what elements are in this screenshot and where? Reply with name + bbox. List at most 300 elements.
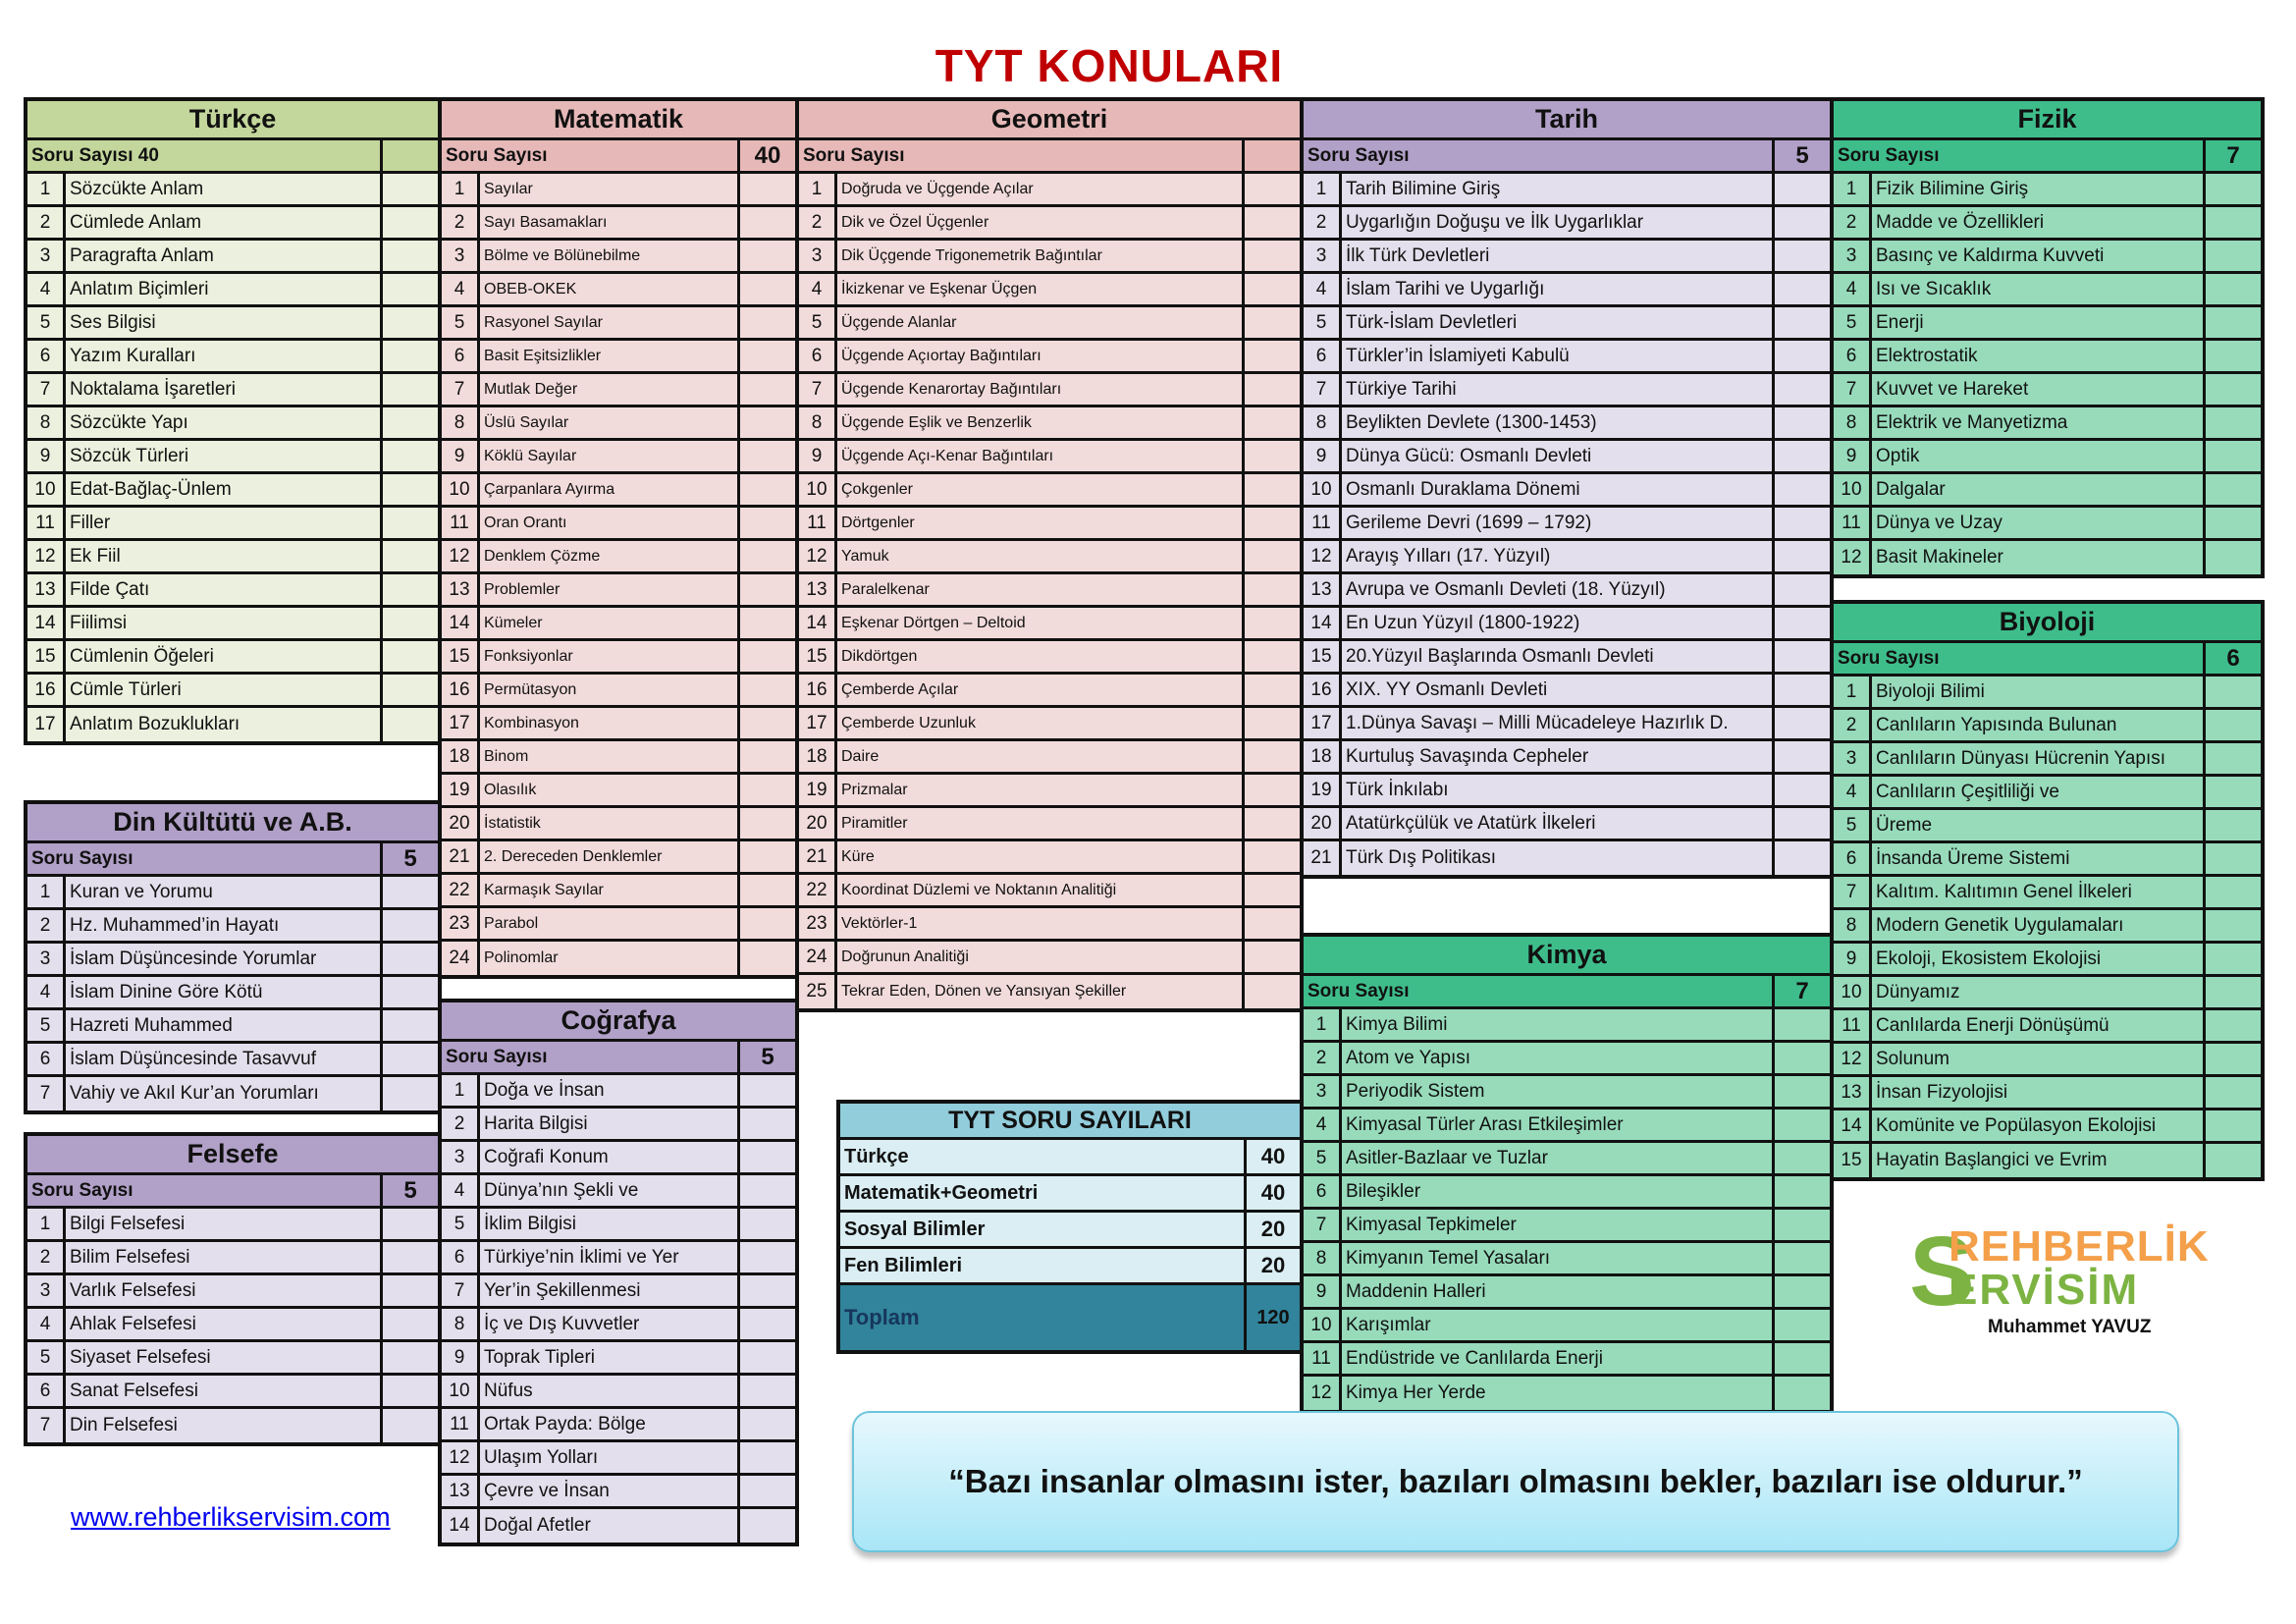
topic-row: [1304, 1176, 1830, 1210]
topic-check-cell[interactable]: [737, 1409, 795, 1439]
topic-check-cell[interactable]: [1242, 708, 1300, 738]
topic-check-cell[interactable]: [737, 1342, 795, 1373]
topic-check-cell[interactable]: [1772, 1143, 1830, 1173]
topic-check-cell[interactable]: [1772, 675, 1830, 705]
topic-check-cell[interactable]: [737, 374, 795, 405]
topic-check-cell[interactable]: [2203, 843, 2261, 874]
topic-check-cell[interactable]: [737, 841, 795, 872]
topic-check-cell[interactable]: [2203, 677, 2261, 707]
topic-number: 3: [1304, 241, 1342, 271]
topic-check-cell[interactable]: [737, 1275, 795, 1306]
topic-check-cell[interactable]: [737, 741, 795, 772]
topic-check-cell[interactable]: [1772, 374, 1830, 405]
question-count-label: Soru Sayısı: [31, 1179, 133, 1201]
topic-check-cell[interactable]: [380, 307, 438, 338]
topic-row: [1834, 1044, 2261, 1077]
topic-label: İslam Düşüncesinde Yorumlar: [70, 947, 317, 969]
topic-check-cell[interactable]: [737, 474, 795, 505]
topic-check-cell[interactable]: [1772, 274, 1830, 304]
topic-check-cell[interactable]: [1242, 474, 1300, 505]
topic-check-cell[interactable]: [1772, 1110, 1830, 1140]
topic-number: 13: [27, 574, 66, 605]
topic-label: Üçgende Alanlar: [841, 313, 957, 331]
topic-check-cell[interactable]: [380, 675, 438, 705]
topic-check-cell[interactable]: [380, 241, 438, 271]
table-felsefe: [24, 1132, 442, 1446]
topic-check-cell[interactable]: [737, 1509, 795, 1543]
topic-row: [1834, 710, 2261, 743]
topic-row: [799, 574, 1300, 608]
topic-check-cell[interactable]: [1242, 942, 1300, 972]
topic-label: XIX. YY Osmanlı Devleti: [1346, 678, 1548, 700]
topic-check-cell[interactable]: [380, 1342, 438, 1373]
topic-number: 15: [1834, 1144, 1872, 1177]
topic-number: 4: [27, 977, 66, 1007]
topic-label: Filler: [70, 512, 111, 533]
topic-row: [27, 910, 438, 944]
topic-check-cell[interactable]: [1772, 441, 1830, 471]
topic-check-cell[interactable]: [737, 341, 795, 371]
topic-check-cell[interactable]: [1772, 508, 1830, 538]
topic-number: 5: [1834, 307, 1872, 338]
topic-check-cell[interactable]: [1242, 508, 1300, 538]
topic-check-cell[interactable]: [1242, 975, 1300, 1008]
topic-check-cell[interactable]: [1242, 241, 1300, 271]
topic-check-cell[interactable]: [1242, 841, 1300, 872]
topic-check-cell[interactable]: [1242, 675, 1300, 705]
topic-check-cell[interactable]: [2203, 1077, 2261, 1108]
topic-check-cell[interactable]: [380, 641, 438, 672]
topic-row: [27, 574, 438, 608]
topic-number: 1: [1304, 174, 1342, 204]
topic-check-cell[interactable]: [380, 574, 438, 605]
topic-check-cell[interactable]: [1772, 1210, 1830, 1240]
topic-label: Türkiye Tarihi: [1346, 378, 1457, 400]
table-kimya: [1300, 933, 1834, 1414]
topic-check-cell[interactable]: [380, 1242, 438, 1272]
topic-row: [1834, 810, 2261, 843]
topic-number: 20: [1304, 808, 1342, 839]
topic-check-cell[interactable]: [380, 407, 438, 438]
topic-check-cell[interactable]: [2203, 307, 2261, 338]
topic-check-cell[interactable]: [2203, 374, 2261, 405]
topic-row: [1304, 808, 1830, 841]
summary-header: TYT SORU SAYILARI: [840, 1104, 1300, 1140]
topic-check-cell[interactable]: [1772, 775, 1830, 805]
table-turkce: [24, 97, 442, 745]
topic-check-cell[interactable]: [1772, 1310, 1830, 1340]
topic-number: 3: [799, 241, 837, 271]
topic-check-cell[interactable]: [1772, 1009, 1830, 1040]
topic-label: İnsan Fizyolojisi: [1876, 1081, 2008, 1103]
topic-label: Edat-Bağlaç-Ünlem: [70, 478, 232, 500]
topic-list: [1304, 1009, 1830, 1410]
question-count-label: Soru Sayısı: [803, 144, 905, 166]
question-count-value: 6: [2203, 643, 2261, 674]
topic-check-cell[interactable]: [737, 641, 795, 672]
topic-row: [1304, 1076, 1830, 1110]
topic-check-cell[interactable]: [380, 944, 438, 974]
question-count-row: [27, 1175, 438, 1209]
topic-check-cell[interactable]: [380, 708, 438, 741]
topic-number: 20: [442, 808, 480, 839]
topic-check-cell[interactable]: [737, 608, 795, 638]
topic-check-cell[interactable]: [1772, 741, 1830, 772]
topic-row: [442, 1209, 795, 1242]
topic-check-cell[interactable]: [1242, 441, 1300, 471]
topic-check-cell[interactable]: [737, 407, 795, 438]
topic-check-cell[interactable]: [1772, 1076, 1830, 1107]
topic-row: [799, 241, 1300, 274]
topic-number: 16: [27, 675, 66, 705]
topic-check-cell[interactable]: [380, 1309, 438, 1339]
topic-label: İkizkenar ve Eşkenar Üçgen: [841, 280, 1038, 298]
topic-check-cell[interactable]: [1242, 775, 1300, 805]
topic-check-cell[interactable]: [2203, 207, 2261, 238]
topic-number: 5: [27, 1342, 66, 1373]
topic-number: 2: [1304, 1043, 1342, 1073]
topic-row: [442, 1509, 795, 1543]
table-geometri: [795, 97, 1304, 1012]
topic-list: [442, 1075, 795, 1543]
topic-check-cell[interactable]: [380, 274, 438, 304]
topic-row: [1834, 341, 2261, 374]
website-link[interactable]: www.rehberlikservisim.com: [71, 1502, 391, 1532]
summary-row: Fen Bilimleri 20: [840, 1249, 1300, 1285]
topic-check-cell[interactable]: [380, 1010, 438, 1041]
topic-check-cell[interactable]: [1242, 808, 1300, 839]
topic-label: Enerji: [1876, 311, 1924, 333]
topic-number: 17: [1304, 708, 1342, 738]
topic-label: Kalıtım. Kalıtımın Genel İlkeleri: [1876, 881, 2132, 902]
topic-check-cell[interactable]: [1772, 808, 1830, 839]
topic-check-cell[interactable]: [1242, 641, 1300, 672]
topic-label: Yamuk: [841, 547, 889, 565]
topic-label: 20.Yüzyıl Başlarında Osmanlı Devleti: [1346, 645, 1654, 667]
topic-number: 13: [442, 574, 480, 605]
topic-label: Dikdörtgen: [841, 647, 918, 665]
topic-check-cell[interactable]: [737, 1075, 795, 1106]
topic-label: Cümle Türleri: [70, 678, 182, 700]
topic-label: Cümlede Anlam: [70, 211, 202, 233]
topic-check-cell[interactable]: [1242, 374, 1300, 405]
topic-check-cell[interactable]: [2203, 174, 2261, 204]
topic-row: [442, 1142, 795, 1175]
topic-check-cell[interactable]: [380, 174, 438, 204]
topic-row: [799, 908, 1300, 942]
summary-row: Matematik+Geometri 40: [840, 1176, 1300, 1213]
topic-check-cell[interactable]: [1772, 1276, 1830, 1307]
topic-row: [1304, 1343, 1830, 1377]
topic-check-cell[interactable]: [1242, 207, 1300, 238]
topic-number: 5: [442, 1209, 480, 1239]
topic-label: Türk Dış Politikası: [1346, 847, 1497, 868]
topic-check-cell[interactable]: [380, 508, 438, 538]
topic-label: Fizik Bilimine Giriş: [1876, 178, 2029, 199]
topic-check-cell[interactable]: [737, 1242, 795, 1272]
topic-number: 7: [1304, 374, 1342, 405]
topic-check-cell[interactable]: [1772, 708, 1830, 738]
topic-check-cell[interactable]: [737, 307, 795, 338]
topic-number: 10: [442, 1376, 480, 1406]
topic-check-cell[interactable]: [2203, 1010, 2261, 1041]
topic-number: 8: [1304, 1243, 1342, 1273]
topic-check-cell[interactable]: [1772, 1343, 1830, 1374]
topic-check-cell[interactable]: [1772, 1377, 1830, 1410]
topic-label: Arayış Yılları (17. Yüzyıl): [1346, 545, 1551, 567]
topic-row: [1834, 307, 2261, 341]
topic-label: Toprak Tipleri: [484, 1346, 595, 1368]
topic-number: 13: [799, 574, 837, 605]
topic-label: Kuran ve Yorumu: [70, 881, 213, 902]
topic-label: Ahlak Felsefesi: [70, 1313, 196, 1334]
topic-check-cell[interactable]: [380, 207, 438, 238]
topic-check-cell[interactable]: [737, 1142, 795, 1172]
topic-label: Beylikten Devlete (1300-1453): [1346, 411, 1597, 433]
topic-row: [799, 508, 1300, 541]
topic-check-cell[interactable]: [737, 942, 795, 975]
topic-check-cell[interactable]: [380, 1275, 438, 1306]
topic-check-cell[interactable]: [1772, 574, 1830, 605]
topic-check-cell[interactable]: [2203, 541, 2261, 574]
topic-check-cell[interactable]: [1772, 841, 1830, 875]
topic-number: 6: [1304, 1176, 1342, 1207]
topic-row: [442, 1075, 795, 1109]
topic-check-cell[interactable]: [2203, 474, 2261, 505]
topic-label: Siyaset Felsefesi: [70, 1346, 211, 1368]
topic-label: İslam Dinine Göre Kötü: [70, 981, 263, 1002]
topic-check-cell[interactable]: [2203, 1110, 2261, 1141]
logo-mark-icon: S: [1909, 1217, 1975, 1326]
topic-check-cell[interactable]: [1242, 875, 1300, 905]
topic-check-cell[interactable]: [380, 608, 438, 638]
topic-label: Basit Eşitsizlikler: [484, 347, 602, 364]
topic-check-cell[interactable]: [737, 241, 795, 271]
topic-row: [799, 541, 1300, 574]
topic-check-cell[interactable]: [380, 341, 438, 371]
topic-check-cell[interactable]: [380, 1077, 438, 1110]
topic-check-cell[interactable]: [380, 1209, 438, 1239]
topic-check-cell[interactable]: [2203, 944, 2261, 974]
topic-number: 14: [1304, 608, 1342, 638]
topic-check-cell[interactable]: [1242, 407, 1300, 438]
topic-check-cell[interactable]: [380, 541, 438, 571]
topic-check-cell[interactable]: [737, 207, 795, 238]
topic-label: Osmanlı Duraklama Dönemi: [1346, 478, 1580, 500]
topic-label: Daire: [841, 747, 880, 765]
topic-label: Polinomlar: [484, 949, 559, 966]
topic-number: 12: [1834, 541, 1872, 574]
table-header: Geometri: [799, 101, 1300, 140]
topic-check-cell[interactable]: [2203, 341, 2261, 371]
topic-check-cell[interactable]: [2203, 710, 2261, 740]
topic-check-cell[interactable]: [2203, 877, 2261, 907]
topic-number: 8: [799, 407, 837, 438]
topic-check-cell[interactable]: [737, 574, 795, 605]
topic-label: 1.Dünya Savaşı – Milli Mücadeleye Hazırlık D.: [1346, 712, 1729, 733]
topic-row: [1304, 541, 1830, 574]
topic-check-cell[interactable]: [737, 508, 795, 538]
logo-line2: ERVİSİM: [1949, 1266, 2140, 1314]
topic-label: Avrupa ve Osmanlı Devleti (18. Yüzyıl): [1346, 578, 1666, 600]
topic-check-cell[interactable]: [2203, 810, 2261, 840]
topic-row: [1304, 274, 1830, 307]
topic-check-cell[interactable]: [1772, 541, 1830, 571]
topic-number: 6: [27, 1044, 66, 1074]
topic-number: 3: [1834, 743, 1872, 774]
topic-label: Kimya Her Yerde: [1346, 1382, 1486, 1403]
topic-row: [442, 741, 795, 775]
topic-check-cell[interactable]: [2203, 777, 2261, 807]
topic-number: 1: [27, 877, 66, 907]
topic-check-cell[interactable]: [1772, 407, 1830, 438]
topic-check-cell[interactable]: [1772, 307, 1830, 338]
topic-number: 14: [799, 608, 837, 638]
topic-check-cell[interactable]: [380, 1044, 438, 1074]
topic-check-cell[interactable]: [380, 1409, 438, 1442]
topic-number: 8: [27, 407, 66, 438]
topic-check-cell[interactable]: [2203, 1144, 2261, 1177]
topic-number: 6: [1834, 843, 1872, 874]
topic-number: 11: [442, 1409, 480, 1439]
topic-label: Eşkenar Dörtgen – Deltoid: [841, 614, 1026, 631]
topic-check-cell[interactable]: [737, 1309, 795, 1339]
topic-label: Türk İnkılabı: [1346, 779, 1449, 800]
topic-label: Optik: [1876, 445, 1920, 466]
topic-check-cell[interactable]: [1772, 174, 1830, 204]
topic-check-cell[interactable]: [380, 877, 438, 907]
table-tarih: [1300, 97, 1834, 879]
topic-check-cell[interactable]: [1772, 641, 1830, 672]
topic-number: 24: [442, 942, 480, 975]
topic-label: Canlılarda Enerji Dönüşümü: [1876, 1014, 2109, 1036]
topic-row: [1834, 977, 2261, 1010]
topic-number: 10: [1304, 1310, 1342, 1340]
topic-label: İstatistik: [484, 814, 541, 832]
topic-check-cell[interactable]: [380, 474, 438, 505]
topic-number: 1: [27, 1209, 66, 1239]
topic-check-cell[interactable]: [380, 1376, 438, 1406]
topic-number: 2: [799, 207, 837, 238]
topic-number: 11: [442, 508, 480, 538]
topic-check-cell[interactable]: [1772, 1243, 1830, 1273]
topic-check-cell[interactable]: [1242, 608, 1300, 638]
topic-check-cell[interactable]: [2203, 441, 2261, 471]
topic-check-cell[interactable]: [2203, 977, 2261, 1007]
topic-check-cell[interactable]: [1772, 241, 1830, 271]
topic-check-cell[interactable]: [380, 910, 438, 941]
topic-row: [442, 708, 795, 741]
table-header: Biyoloji: [1834, 604, 2261, 643]
topic-check-cell[interactable]: [380, 374, 438, 405]
topic-check-cell[interactable]: [737, 1109, 795, 1139]
topic-check-cell[interactable]: [1242, 741, 1300, 772]
topic-check-cell[interactable]: [1772, 474, 1830, 505]
topic-check-cell[interactable]: [737, 675, 795, 705]
topic-check-cell[interactable]: [737, 708, 795, 738]
topic-check-cell[interactable]: [1242, 274, 1300, 304]
topic-check-cell[interactable]: [1242, 307, 1300, 338]
topic-check-cell[interactable]: [737, 441, 795, 471]
topic-label: Hz. Muhammed’in Hayatı: [70, 914, 280, 936]
topic-check-cell[interactable]: [737, 808, 795, 839]
topic-check-cell[interactable]: [737, 1442, 795, 1473]
topic-check-cell[interactable]: [380, 977, 438, 1007]
topic-check-cell[interactable]: [2203, 274, 2261, 304]
topic-check-cell[interactable]: [1772, 1176, 1830, 1207]
topic-row: [27, 708, 438, 741]
topic-check-cell[interactable]: [737, 174, 795, 204]
topic-row: [27, 1275, 438, 1309]
topic-check-cell[interactable]: [1772, 341, 1830, 371]
topic-check-cell[interactable]: [2203, 241, 2261, 271]
topic-label: Karmaşık Sayılar: [484, 881, 604, 898]
topic-check-cell[interactable]: [1772, 1043, 1830, 1073]
topic-row: [442, 374, 795, 407]
topic-check-cell[interactable]: [2203, 407, 2261, 438]
topic-check-cell[interactable]: [1242, 541, 1300, 571]
topic-check-cell[interactable]: [1242, 341, 1300, 371]
summary-row: Sosyal Bilimler 20: [840, 1213, 1300, 1249]
topic-number: 9: [1834, 944, 1872, 974]
topic-check-cell[interactable]: [737, 1476, 795, 1506]
topic-check-cell[interactable]: [2203, 743, 2261, 774]
topic-check-cell[interactable]: [1772, 608, 1830, 638]
topic-row: [442, 675, 795, 708]
topic-check-cell[interactable]: [2203, 910, 2261, 941]
topic-label: Doğrunun Analitiği: [841, 947, 969, 965]
topic-check-cell[interactable]: [737, 274, 795, 304]
topic-number: 4: [27, 1309, 66, 1339]
topic-check-cell[interactable]: [1242, 174, 1300, 204]
topic-number: 21: [442, 841, 480, 872]
topic-label: Ek Fiil: [70, 545, 121, 567]
topic-label: Üçgende Açı-Kenar Bağıntıları: [841, 447, 1054, 464]
topic-row: [442, 1409, 795, 1442]
topic-number: 21: [799, 841, 837, 872]
topic-check-cell[interactable]: [737, 541, 795, 571]
topic-check-cell[interactable]: [1242, 908, 1300, 939]
topic-check-cell[interactable]: [737, 775, 795, 805]
topic-check-cell[interactable]: [1242, 574, 1300, 605]
topic-label: Binom: [484, 747, 529, 765]
topic-check-cell[interactable]: [737, 875, 795, 905]
topic-row: [1304, 508, 1830, 541]
topic-label: Fonksiyonlar: [484, 647, 573, 665]
topic-row: [1304, 441, 1830, 474]
topic-number: 3: [1834, 241, 1872, 271]
topic-check-cell[interactable]: [2203, 1044, 2261, 1074]
topic-label: İslam Düşüncesinde Tasavvuf: [70, 1048, 316, 1069]
topic-check-cell[interactable]: [737, 1175, 795, 1206]
topic-check-cell[interactable]: [2203, 508, 2261, 538]
topic-number: 18: [799, 741, 837, 772]
topic-number: 22: [442, 875, 480, 905]
topic-number: 9: [1834, 441, 1872, 471]
topic-number: 1: [442, 1075, 480, 1106]
topic-number: 8: [1834, 910, 1872, 941]
topic-label: Yazım Kuralları: [70, 345, 196, 366]
logo-author: Muhammet YAVUZ: [1988, 1317, 2152, 1337]
topic-check-cell[interactable]: [380, 441, 438, 471]
topic-check-cell[interactable]: [1772, 207, 1830, 238]
topic-check-cell[interactable]: [737, 1376, 795, 1406]
topic-check-cell[interactable]: [737, 1209, 795, 1239]
topic-check-cell[interactable]: [737, 908, 795, 939]
topic-number: 25: [799, 975, 837, 1008]
topic-row: [27, 1342, 438, 1376]
topic-label: Üreme: [1876, 814, 1933, 836]
